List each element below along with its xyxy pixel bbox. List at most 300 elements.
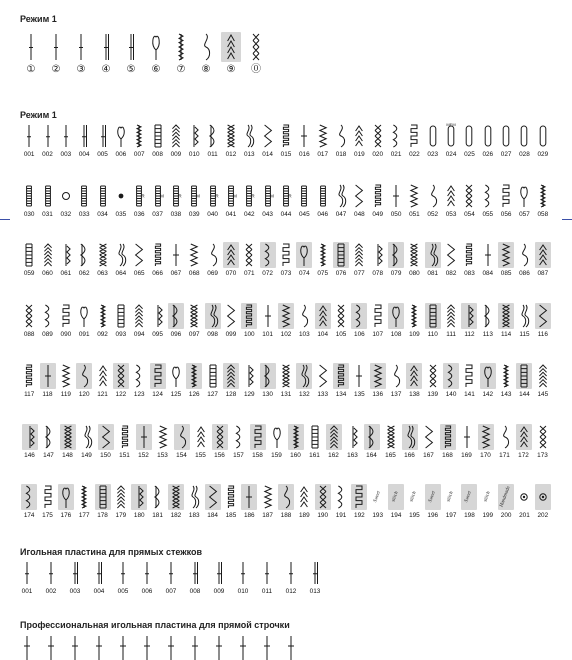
stitch-symbol-icon (462, 484, 476, 510)
stitch-symbol-icon (270, 424, 284, 450)
stitch-path (173, 367, 179, 387)
stitch-number: 011 (261, 588, 273, 595)
stitch-path (356, 185, 363, 207)
stitch-path (319, 125, 325, 147)
stitch-number: 127 (207, 391, 218, 398)
stitch-symbol-icon (169, 484, 183, 510)
stitch-cell (536, 363, 550, 399)
stitch-number: 152 (138, 452, 149, 459)
stitch-symbol-icon (242, 363, 256, 389)
stitch-path (82, 486, 86, 508)
stitch-symbol-icon (22, 303, 36, 329)
stitch-symbol-icon (77, 363, 91, 389)
highlight-bg (113, 363, 129, 389)
stitch-number: 008 (189, 588, 201, 595)
stitch-path (45, 186, 50, 206)
stitch-path (145, 562, 149, 584)
stitch-path (216, 636, 222, 660)
stitch-cell (68, 560, 82, 596)
stitch-symbol-icon (389, 123, 403, 149)
stitch-path (100, 186, 105, 206)
stitch-symbol-icon (242, 303, 256, 329)
letter-mark: M (196, 193, 201, 199)
stitch-symbol-icon (59, 363, 73, 389)
stitch-number: 166 (404, 452, 415, 459)
stitch-symbol-icon (187, 123, 201, 149)
highlight-bg (535, 303, 551, 329)
stitch-path (154, 486, 158, 508)
stitch-symbol-icon (517, 303, 531, 329)
stitch-cell (236, 560, 250, 596)
stitch-cell (384, 424, 398, 460)
stitch-symbol-icon (426, 123, 440, 149)
stitch-symbol-icon (536, 303, 550, 329)
stitch-path (27, 186, 32, 206)
buttonhole-mark (467, 126, 473, 146)
stitch-symbol-icon (22, 32, 40, 62)
stitch-cell (44, 560, 58, 596)
stitch-symbol-icon (41, 123, 55, 149)
stitch-number: 109 (409, 331, 420, 338)
stitch-number: 049 (372, 211, 384, 218)
stitch-number: 146 (24, 452, 35, 459)
stitch-number: 079 (390, 270, 402, 277)
stitch-symbol-icon (72, 32, 90, 62)
stitch-symbol-icon (279, 303, 293, 329)
stitch-symbol-icon (352, 242, 366, 268)
stitch-symbol-icon (260, 634, 274, 660)
stitch-symbol-icon (481, 183, 495, 209)
stitch-number: 140 (445, 391, 457, 398)
stitch-symbol-icon (389, 363, 403, 389)
stitch-path (191, 305, 198, 327)
stitch-symbol-icon (260, 560, 274, 586)
stitch-symbol-icon (426, 242, 440, 268)
page-edge-mark-right (562, 219, 572, 220)
stitch-symbol-icon (407, 183, 421, 209)
stitch-number: ② (51, 64, 61, 75)
stitch-number: 144 (519, 391, 530, 398)
lettering-mark: stitch (446, 490, 455, 503)
stitch-symbol-icon (426, 363, 440, 389)
stitch-number: 099 (225, 331, 237, 338)
stitch-path (393, 185, 399, 207)
stitch-symbol-icon (132, 363, 146, 389)
stitch-symbol-icon (444, 484, 458, 510)
stitch-number: 006 (141, 588, 153, 595)
stitch-path (393, 125, 396, 147)
stitch-symbol-icon (297, 484, 311, 510)
stitch-cell (536, 484, 550, 520)
highlight-bg (98, 424, 114, 450)
stitch-symbol-icon (407, 484, 421, 510)
stitch-number: 051 (409, 211, 420, 218)
stitch-cell (536, 424, 550, 460)
stitch-path (191, 244, 197, 266)
stitch-path (522, 305, 529, 327)
stitch-number: 126 (188, 391, 200, 398)
stitch-cell (118, 424, 132, 460)
stitch-symbol-icon (20, 560, 34, 586)
stitch-number: 061 (60, 270, 72, 277)
stitch-number: 069 (207, 270, 218, 277)
stitch-row (20, 484, 552, 534)
stitch-number: 134 (335, 391, 347, 398)
stitch-number: 176 (60, 512, 72, 519)
stitch-number: 188 (280, 512, 292, 519)
stitch-symbol-icon (426, 303, 440, 329)
highlight-bg (364, 424, 380, 450)
stitch-symbol-icon (118, 424, 132, 450)
section-title-professional-plate: Профессиональная игольная пластина для прямой строчки (20, 620, 290, 630)
stitch-number: 120 (78, 391, 90, 398)
stitch-path (173, 244, 179, 266)
stitch-number: 131 (280, 391, 292, 398)
stitch-path (301, 125, 307, 147)
stitch-path (247, 186, 252, 206)
stitch-number: 153 (157, 452, 168, 459)
stitch-symbol-icon (114, 363, 128, 389)
stitch-path (179, 34, 183, 60)
stitch-symbol-icon (116, 634, 130, 660)
stitch-number: 022 (409, 151, 420, 158)
eyelet-center (542, 496, 544, 498)
stitch-path (54, 34, 58, 60)
stitch-path (375, 125, 381, 147)
stitch-path (430, 305, 436, 327)
stitch-number: 008 (152, 151, 163, 158)
stitch-symbol-icon (444, 303, 458, 329)
stitch-path (353, 426, 357, 448)
stitch-number: 031 (42, 211, 53, 218)
stitch-symbol-icon (536, 242, 550, 268)
letter-mark: M (159, 193, 164, 199)
stitch-symbol-icon (206, 363, 220, 389)
stitch-number: 119 (60, 391, 71, 398)
stitch-cell (20, 560, 34, 596)
stitch-symbol-icon (222, 32, 240, 62)
stitch-symbol-icon (517, 183, 531, 209)
stitch-symbol-icon (536, 183, 550, 209)
stitch-path (340, 125, 345, 147)
stitch-symbol-icon (114, 183, 128, 209)
stitch-path (118, 127, 124, 147)
stitch-number: 189 (299, 512, 310, 519)
stitch-cell (308, 424, 322, 460)
stitch-symbol-icon (197, 32, 215, 62)
stitch-number: 067 (170, 270, 182, 277)
stitch-symbol-icon (242, 183, 256, 209)
stitch-symbol-icon (284, 634, 298, 660)
stitch-symbol-icon (517, 424, 531, 450)
stitch-row (20, 424, 552, 474)
stitch-path (464, 426, 470, 448)
stitch-symbol-icon (297, 123, 311, 149)
stitch-number: 162 (328, 452, 339, 459)
stitch-number: 062 (78, 270, 90, 277)
stitch-number: 058 (537, 211, 549, 218)
stitch-symbol-icon (236, 560, 250, 586)
stitch-number: 041 (225, 211, 237, 218)
stitch-symbol-icon (334, 183, 348, 209)
stitch-number: 169 (461, 452, 472, 459)
stitch-symbol-icon (44, 634, 58, 660)
highlight-bg (168, 303, 184, 329)
stitch-symbol-icon (279, 123, 293, 149)
stitch-number: 085 (500, 270, 512, 277)
stitch-number: 028 (519, 151, 530, 158)
stitch-symbol-icon (352, 123, 366, 149)
stitch-path (99, 366, 106, 386)
stitch-number: 175 (42, 512, 53, 519)
stitch-number: 075 (317, 270, 329, 277)
stitch-path (467, 244, 472, 266)
stitch-path (155, 125, 161, 147)
stitch-path (539, 365, 546, 387)
stitch-symbol-icon (279, 242, 293, 268)
stitch-number: 191 (335, 512, 347, 519)
stitch-path (44, 244, 51, 266)
stitch-path (375, 305, 381, 327)
stitch-number: 141 (464, 391, 475, 398)
stitch-path (236, 426, 239, 448)
stitch-number: 137 (390, 391, 402, 398)
stitch-cell (441, 424, 455, 460)
stitch-number: 139 (427, 391, 439, 398)
stitch-path (356, 486, 362, 508)
stitch-number: 200 (500, 512, 512, 519)
stitch-path (210, 186, 215, 206)
stitch-number: 013 (309, 588, 321, 595)
stitch-path (137, 125, 141, 147)
stitch-path (356, 244, 363, 266)
stitch-symbol-icon (407, 363, 421, 389)
stitch-path (523, 244, 528, 266)
stitch-number: 053 (445, 211, 457, 218)
stitch-symbol-icon (242, 123, 256, 149)
stitch-number: 018 (335, 151, 347, 158)
stitch-symbol-icon (169, 363, 183, 389)
stitch-symbol-icon (297, 242, 311, 268)
stitch-symbol-icon (536, 484, 550, 510)
stitch-path (447, 305, 454, 327)
stitch-number: 046 (317, 211, 329, 218)
stitch-number: 106 (354, 331, 365, 338)
stitch-number: 091 (78, 331, 90, 338)
stitch-number: 072 (262, 270, 273, 277)
quick-stitch-row (22, 32, 282, 80)
stitch-symbol-icon (132, 484, 146, 510)
stitch-cell (164, 560, 178, 596)
stitch-number: 002 (42, 151, 53, 158)
stitch-symbol-icon (59, 484, 73, 510)
lettering-mark: Sweet (372, 490, 382, 504)
stitch-number: 143 (500, 391, 512, 398)
stitch-number: 009 (170, 151, 182, 158)
stitch-symbol-icon (77, 303, 91, 329)
stitch-symbol-icon (352, 363, 366, 389)
stitch-number: 020 (372, 151, 384, 158)
stitch-symbol-icon (175, 424, 189, 450)
stitch-number: 027 (500, 151, 512, 158)
stitch-symbol-icon (352, 303, 366, 329)
stitch-path (265, 186, 270, 206)
stitch-symbol-icon (224, 363, 238, 389)
stitch-number: 112 (464, 331, 475, 338)
stitch-path (45, 486, 51, 508)
stitch-number: ⑤ (126, 64, 136, 75)
stitch-number: 124 (152, 391, 163, 398)
stitch-path (338, 486, 341, 508)
section-title-mode1-quick: Режим 1 (20, 14, 57, 24)
stitch-cell (99, 424, 113, 460)
letter-mark: R (251, 193, 255, 199)
stitch-symbol-icon (41, 484, 55, 510)
stitch-path (448, 186, 455, 206)
stitch-number: 036 (133, 211, 145, 218)
stitch-number: 192 (354, 512, 365, 519)
stitch-path (288, 636, 294, 660)
stitch-number: 003 (69, 588, 81, 595)
stitch-number: 102 (280, 331, 292, 338)
stitch-path (72, 636, 78, 660)
stitch-number: 054 (464, 211, 475, 218)
stitch-path (49, 562, 53, 584)
stitch-path (137, 365, 140, 387)
stitch-symbol-icon (59, 123, 73, 149)
stitch-cell (422, 424, 436, 460)
lettering-mark: stitch (409, 490, 419, 503)
buttonhole-mark (540, 126, 546, 146)
stitch-path (228, 125, 235, 147)
stitch-symbol-icon (334, 363, 348, 389)
stitch-cell (308, 560, 322, 596)
stitch-number: 001 (21, 588, 33, 595)
stitch-path (26, 305, 32, 327)
stitch-number: 122 (115, 391, 127, 398)
stitch-cell (403, 424, 417, 460)
stitch-path (253, 34, 259, 60)
stitch-cell (175, 424, 189, 460)
stitch-number: 147 (43, 452, 54, 459)
stitch-symbol-icon (96, 123, 110, 149)
stitch-number: 013 (243, 151, 255, 158)
stitch-path (45, 426, 49, 448)
stitch-cell (479, 424, 493, 460)
stitch-row (20, 123, 552, 173)
stitch-symbol-icon (297, 303, 311, 329)
stitch-symbol-icon (97, 32, 115, 62)
stitch-symbol-icon (206, 183, 220, 209)
stitch-path (158, 305, 162, 327)
stitch-number: 070 (225, 270, 237, 277)
stitch-cell (194, 424, 208, 460)
stitch-symbol-icon (22, 242, 36, 268)
stitch-number: 014 (262, 151, 273, 158)
stitch-number: ⓪ (251, 64, 261, 75)
stitch-number: ⑥ (151, 64, 161, 75)
stitch-symbol-icon (462, 183, 476, 209)
stitch-cell (365, 424, 379, 460)
stitch-cell (536, 183, 550, 219)
stitch-path (265, 562, 269, 584)
stitch-path (81, 244, 85, 266)
buttonhole-mark (485, 126, 491, 146)
stitch-path (246, 244, 252, 266)
stitch-cell (213, 424, 227, 460)
stitch-symbol-icon (279, 363, 293, 389)
stitch-symbol-icon (22, 363, 36, 389)
stitch-symbol-icon (92, 560, 106, 586)
stitch-number: 145 (537, 391, 549, 398)
stitch-number: 010 (237, 588, 249, 595)
lettering-mark: Handmade (499, 485, 512, 508)
stitch-path (84, 426, 91, 448)
stitch-number: 090 (60, 331, 72, 338)
stitch-path (283, 125, 288, 147)
stitch-symbol-icon (517, 123, 531, 149)
stitch-cell (72, 32, 90, 75)
stitch-cell (247, 32, 265, 75)
stitch-symbol-icon (460, 424, 474, 450)
stitch-number: 179 (115, 512, 127, 519)
stitch-path (155, 186, 160, 206)
highlight-bg (212, 424, 228, 450)
stitch-number: 019 (354, 151, 365, 158)
stitch-symbol-icon (316, 183, 330, 209)
stitch-number: 100 (243, 331, 255, 338)
stitch-number: 111 (446, 331, 456, 338)
stitch-symbol-icon (371, 183, 385, 209)
stitch-symbol-icon (47, 32, 65, 62)
stitch-cell (536, 123, 550, 159)
stitch-number: 177 (78, 512, 90, 519)
stitch-symbol-icon (289, 424, 303, 450)
stitch-cell (498, 424, 512, 460)
eyelet-center (523, 496, 525, 498)
stitch-path (302, 186, 307, 206)
stitch-symbol-icon (316, 303, 330, 329)
stitch-path (174, 186, 179, 206)
stitch-symbol-icon (316, 123, 330, 149)
stitch-path (45, 305, 48, 327)
stitch-path (192, 186, 197, 206)
stitch-number: 076 (335, 270, 347, 277)
stitch-number: 138 (409, 391, 420, 398)
letter-mark: R (141, 193, 145, 199)
stitch-symbol-icon (407, 123, 421, 149)
section-title-mode1-full: Режим 1 (20, 110, 57, 120)
stitch-number: 167 (423, 452, 434, 459)
stitch-cell (42, 424, 56, 460)
stitch-path (137, 186, 142, 206)
stitch-number: 097 (188, 331, 200, 338)
stitch-cell (47, 32, 65, 75)
stitch-number: 098 (207, 331, 218, 338)
stitch-path (411, 185, 417, 207)
stitch-number: 199 (482, 512, 494, 519)
stitch-symbol-icon (114, 242, 128, 268)
lettering-mark: stitch (483, 490, 492, 503)
stitch-number: 123 (133, 391, 145, 398)
stitch-number: 003 (60, 151, 72, 158)
stitch-number: 084 (482, 270, 494, 277)
stitch-number: 077 (354, 270, 365, 277)
stitch-cell (327, 424, 341, 460)
stitch-symbol-icon (68, 634, 82, 660)
stitch-number: 047 (335, 211, 347, 218)
stitch-symbol-icon (41, 363, 55, 389)
